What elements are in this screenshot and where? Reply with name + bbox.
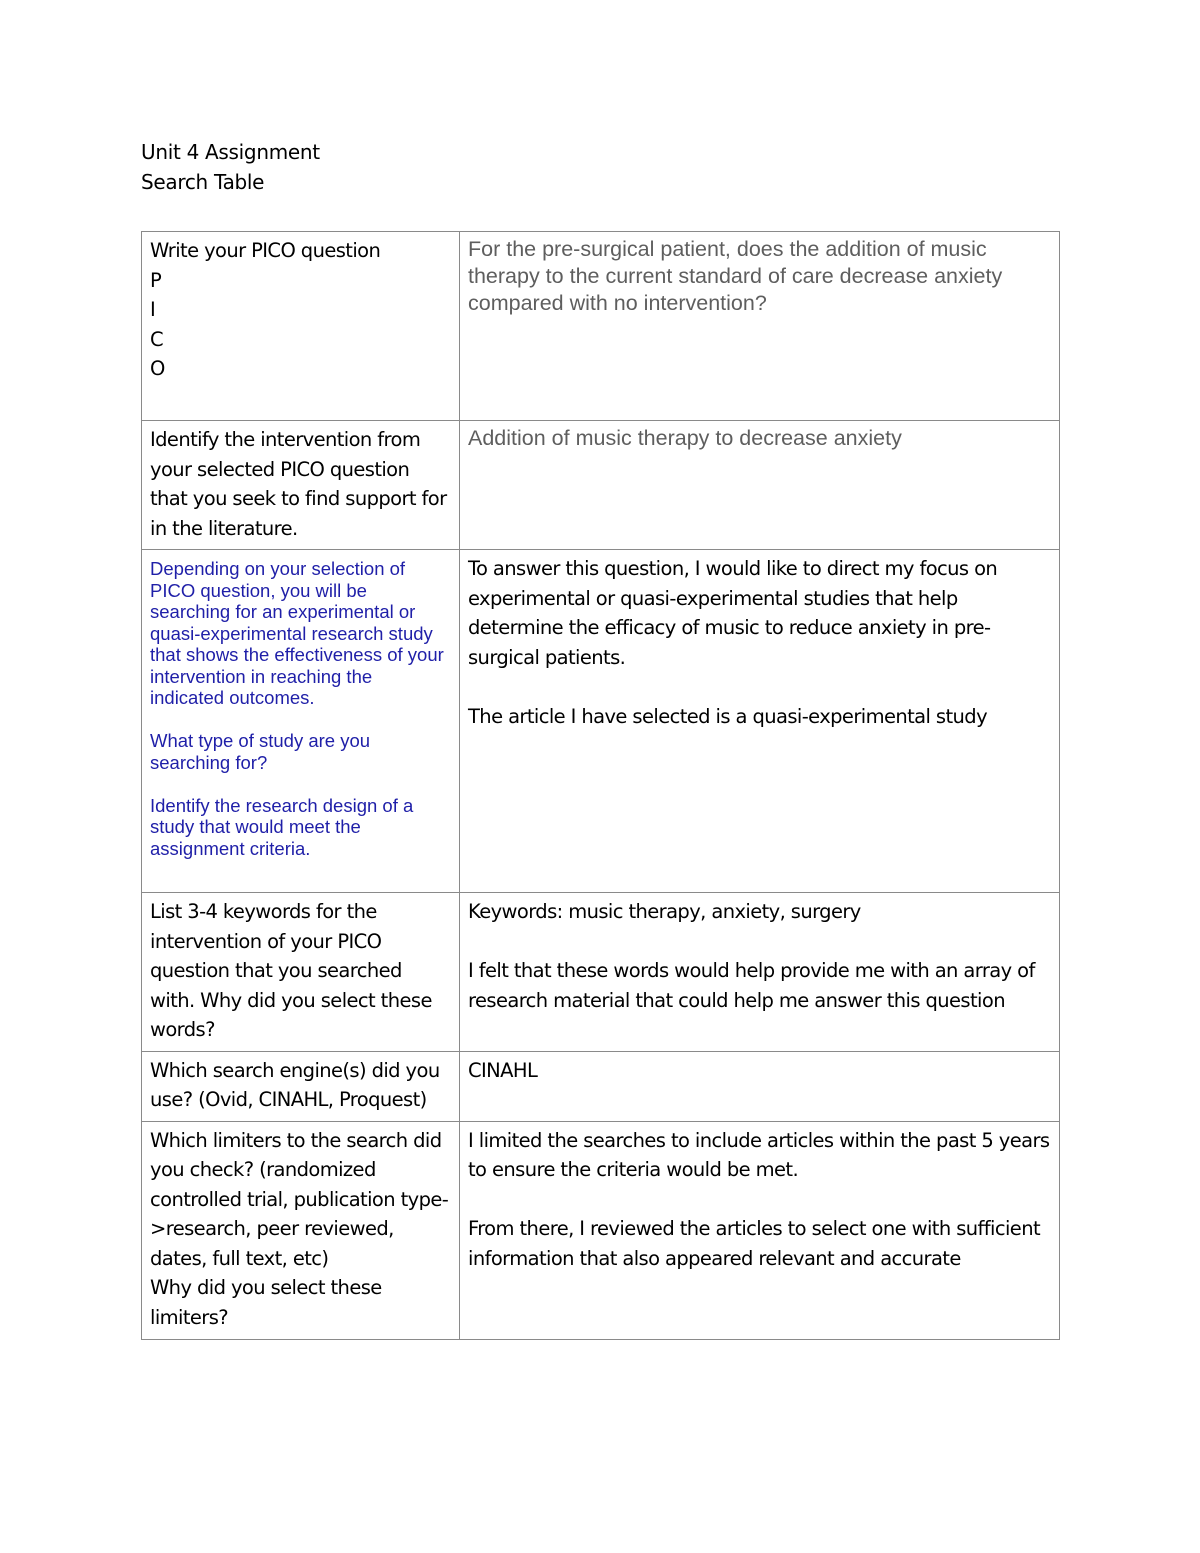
pico-letter-p: P (150, 268, 162, 292)
answer-text: For the pre-surgical patient, does the addition of music therapy to the current standard of care decrease anxiety compared with no intervention? (468, 237, 1003, 315)
answer-cell (460, 1051, 1060, 1121)
prompt-text: Which limiters to the search did you check? (randomized controlled trial, publication type->research, peer reviewed, dates, full text, etc) (150, 1128, 449, 1270)
assignment-subtitle: Search Table (141, 170, 265, 194)
table-row (142, 1121, 1060, 1339)
pico-letter-i: I (150, 298, 156, 321)
prompt-cell (142, 232, 460, 421)
answer-text: To answer this question, I would like to direct my focus on experimental or quasi-experimental studies that help determine the efficacy of music to reduce anxiety in pre-surgical patients. (468, 557, 998, 669)
answer-text: The article I have selected is a quasi-experimental study (468, 704, 988, 728)
prompt-text: Write your PICO question (150, 239, 381, 262)
prompt-text: List 3-4 keywords for the intervention of your PICO question that you searched with. Why did you select these words? (150, 900, 432, 1041)
prompt-text: Identify the research design of a study that would meet the assignment criteria. (150, 794, 414, 859)
prompt-text: Identify the intervention from your selected PICO question that you seek to find support for in the literature. (150, 428, 447, 540)
answer-cell (460, 232, 1060, 421)
assignment-title: Unit 4 Assignment (141, 140, 320, 164)
pico-letter-o: O (150, 357, 165, 380)
prompt-text: Why did you select these limiters? (150, 1276, 382, 1329)
table-row (142, 893, 1060, 1052)
pico-letter-c: C (150, 327, 164, 351)
prompt-text: Which search engine(s) did you use? (Ovid, CINAHL, Proquest) (150, 1058, 440, 1111)
prompt-cell (142, 421, 460, 550)
prompt-text: What type of study are you searching for? (150, 730, 371, 773)
prompt-cell (142, 550, 460, 893)
table-row (142, 421, 1060, 550)
answer-cell (460, 1121, 1060, 1339)
table-row (142, 550, 1060, 893)
answer-text: I felt that these words would help provide me with an array of research material that could help me answer this question (468, 959, 1035, 1012)
table-row (142, 1051, 1060, 1121)
answer-text: Addition of music therapy to decrease anxiety (468, 426, 902, 450)
answer-text: From there, I reviewed the articles to select one with sufficient information that also appeared relevant and accurate (468, 1217, 1041, 1270)
answer-text: I limited the searches to include articles within the past 5 years to ensure the criteria would be met. (468, 1128, 1050, 1181)
prompt-cell (142, 893, 460, 1052)
document-heading (141, 137, 320, 197)
prompt-cell (142, 1121, 460, 1339)
prompt-cell (142, 1051, 460, 1121)
answer-cell (460, 893, 1060, 1052)
answer-cell (460, 421, 1060, 550)
answer-cell (460, 550, 1060, 893)
table-row (142, 232, 1060, 421)
answer-text: Keywords: music therapy, anxiety, surgery (468, 900, 861, 923)
answer-text: CINAHL (468, 1058, 538, 1082)
search-table (141, 231, 1060, 1340)
prompt-text: Depending on your selection of PICO question, you will be searching for an experimental or quasi-experimental research study that shows the effectiveness of your intervention in reaching the indicated outcomes. (150, 558, 444, 708)
